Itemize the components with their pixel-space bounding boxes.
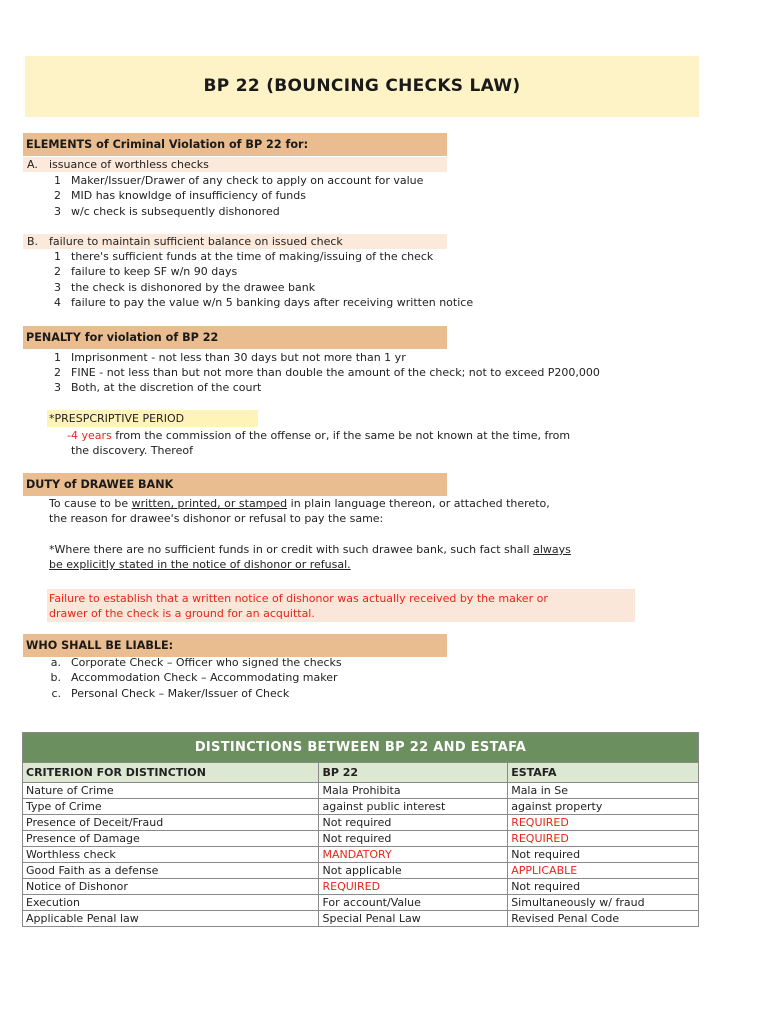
elements-a-text: issuance of worthless checks xyxy=(49,158,209,171)
list-number: 1 xyxy=(54,174,61,187)
list-item: failure to keep SF w/n 90 days xyxy=(71,265,238,278)
list-item: Accommodation Check – Accommodating maker xyxy=(71,671,338,684)
list-item: Corporate Check – Officer who signed the checks xyxy=(71,656,342,669)
column-header: CRITERION FOR DISTINCTION xyxy=(23,763,319,783)
list-letter: a. xyxy=(50,656,61,669)
criterion-cell: Execution xyxy=(23,895,319,911)
list-item: failure to pay the value w/n 5 banking days after receiving written notice xyxy=(71,296,474,309)
penalty-header: PENALTY for violation of BP 22 xyxy=(23,326,447,349)
drawee-line-1 xyxy=(49,496,550,511)
list-item: Imprisonment - not less than 30 days but not more than 1 yr xyxy=(71,351,406,364)
bp22-cell: MANDATORY xyxy=(319,847,508,863)
prescriptive-text-1 xyxy=(67,428,570,443)
drawee-note-2: be explicitly stated in the notice of dishonor or refusal. xyxy=(49,558,351,571)
criterion-cell: Presence of Damage xyxy=(23,831,319,847)
bp22-cell: REQUIRED xyxy=(319,879,508,895)
table-row xyxy=(23,863,699,879)
title-box xyxy=(25,56,699,117)
list-number: 4 xyxy=(54,296,61,309)
criterion-cell: Applicable Penal law xyxy=(23,911,319,927)
list-item: Personal Check – Maker/Issuer of Check xyxy=(71,687,290,700)
bp22-cell: Not required xyxy=(319,815,508,831)
list-item: w/c check is subsequently dishonored xyxy=(71,205,280,218)
list-number: 1 xyxy=(54,250,61,263)
list-item: there's sufficient funds at the time of making/issuing of the check xyxy=(71,250,434,263)
list-number: 3 xyxy=(54,381,61,394)
drawee-line1-pre: To cause to be xyxy=(49,497,132,510)
drawee-header: DUTY of DRAWEE BANK xyxy=(23,473,447,496)
criterion-cell: Worthless check xyxy=(23,847,319,863)
bp22-cell: For account/Value xyxy=(319,895,508,911)
drawee-line1-underline: written, printed, or stamped xyxy=(131,497,288,510)
table-row xyxy=(23,799,699,815)
list-item: Both, at the discretion of the court xyxy=(71,381,262,394)
list-letter: c. xyxy=(51,687,61,700)
list-number: 2 xyxy=(54,366,61,379)
table-row xyxy=(23,879,699,895)
warning-line-1: Failure to establish that a written notice of dishonor was actually received by the maker or xyxy=(49,592,548,605)
criterion-cell: Nature of Crime xyxy=(23,783,319,799)
elements-b-label: B. xyxy=(27,235,39,248)
prescriptive-text: from the commission of the offense or, if the same be not known at the time, from xyxy=(111,429,571,442)
table-row xyxy=(23,783,699,799)
table-row xyxy=(23,895,699,911)
bp22-cell: Not required xyxy=(319,831,508,847)
bp22-cell: against public interest xyxy=(319,799,508,815)
liable-header: WHO SHALL BE LIABLE: xyxy=(23,634,447,657)
elements-header: ELEMENTS of Criminal Violation of BP 22 for: xyxy=(23,133,447,156)
column-header: ESTAFA xyxy=(508,763,699,783)
prescriptive-text-2: the discovery. Thereof xyxy=(71,444,193,457)
table-body xyxy=(23,783,699,927)
estafa-cell: Simultaneously w/ fraud xyxy=(508,895,699,911)
estafa-cell: REQUIRED xyxy=(508,815,699,831)
drawee-note-1 xyxy=(49,542,571,557)
list-number: 1 xyxy=(54,351,61,364)
distinctions-table xyxy=(22,732,699,927)
prescriptive-years: -4 years xyxy=(67,429,112,442)
elements-b-text: failure to maintain sufficient balance on issued check xyxy=(49,235,343,248)
estafa-cell: Not required xyxy=(508,879,699,895)
list-item: FINE - not less than but not more than double the amount of the check; not to exceed P200,000 xyxy=(71,366,600,379)
drawee-line1-post: in plain language thereon, or attached thereto, xyxy=(287,497,550,510)
list-item: Maker/Issuer/Drawer of any check to apply on account for value xyxy=(71,174,424,187)
bp22-cell: Not applicable xyxy=(319,863,508,879)
drawee-note1-underline: always xyxy=(533,543,571,556)
list-item: MID has knowldge of insufficiency of funds xyxy=(71,189,306,202)
estafa-cell: Revised Penal Code xyxy=(508,911,699,927)
list-number: 2 xyxy=(54,265,61,278)
table-header-row xyxy=(23,763,699,783)
prescriptive-label: *PRESPCRIPTIVE PERIOD xyxy=(49,412,185,425)
criterion-cell: Good Faith as a defense xyxy=(23,863,319,879)
estafa-cell: REQUIRED xyxy=(508,831,699,847)
list-number: 3 xyxy=(54,281,61,294)
warning-line-2: drawer of the check is a ground for an acquittal. xyxy=(49,607,315,620)
estafa-cell: APPLICABLE xyxy=(508,863,699,879)
criterion-cell: Presence of Deceit/Fraud xyxy=(23,815,319,831)
page-title: BP 22 (BOUNCING CHECKS LAW) xyxy=(203,76,521,96)
list-item: the check is dishonored by the drawee bank xyxy=(71,281,316,294)
table-row xyxy=(23,847,699,863)
list-letter: b. xyxy=(50,671,61,684)
drawee-line-2: the reason for drawee's dishonor or refusal to pay the same: xyxy=(49,512,384,525)
table-title: DISTINCTIONS BETWEEN BP 22 AND ESTAFA xyxy=(23,733,699,763)
criterion-cell: Type of Crime xyxy=(23,799,319,815)
estafa-cell: against property xyxy=(508,799,699,815)
criterion-cell: Notice of Dishonor xyxy=(23,879,319,895)
estafa-cell: Mala in Se xyxy=(508,783,699,799)
list-number: 2 xyxy=(54,189,61,202)
table-row xyxy=(23,911,699,927)
table-row xyxy=(23,831,699,847)
column-header: BP 22 xyxy=(319,763,508,783)
elements-a-label: A. xyxy=(27,158,38,171)
list-number: 3 xyxy=(54,205,61,218)
estafa-cell: Not required xyxy=(508,847,699,863)
bp22-cell: Special Penal Law xyxy=(319,911,508,927)
table-row xyxy=(23,815,699,831)
bp22-cell: Mala Prohibita xyxy=(319,783,508,799)
drawee-note1-pre: *Where there are no sufficient funds in or credit with such drawee bank, such fact shall xyxy=(49,543,534,556)
